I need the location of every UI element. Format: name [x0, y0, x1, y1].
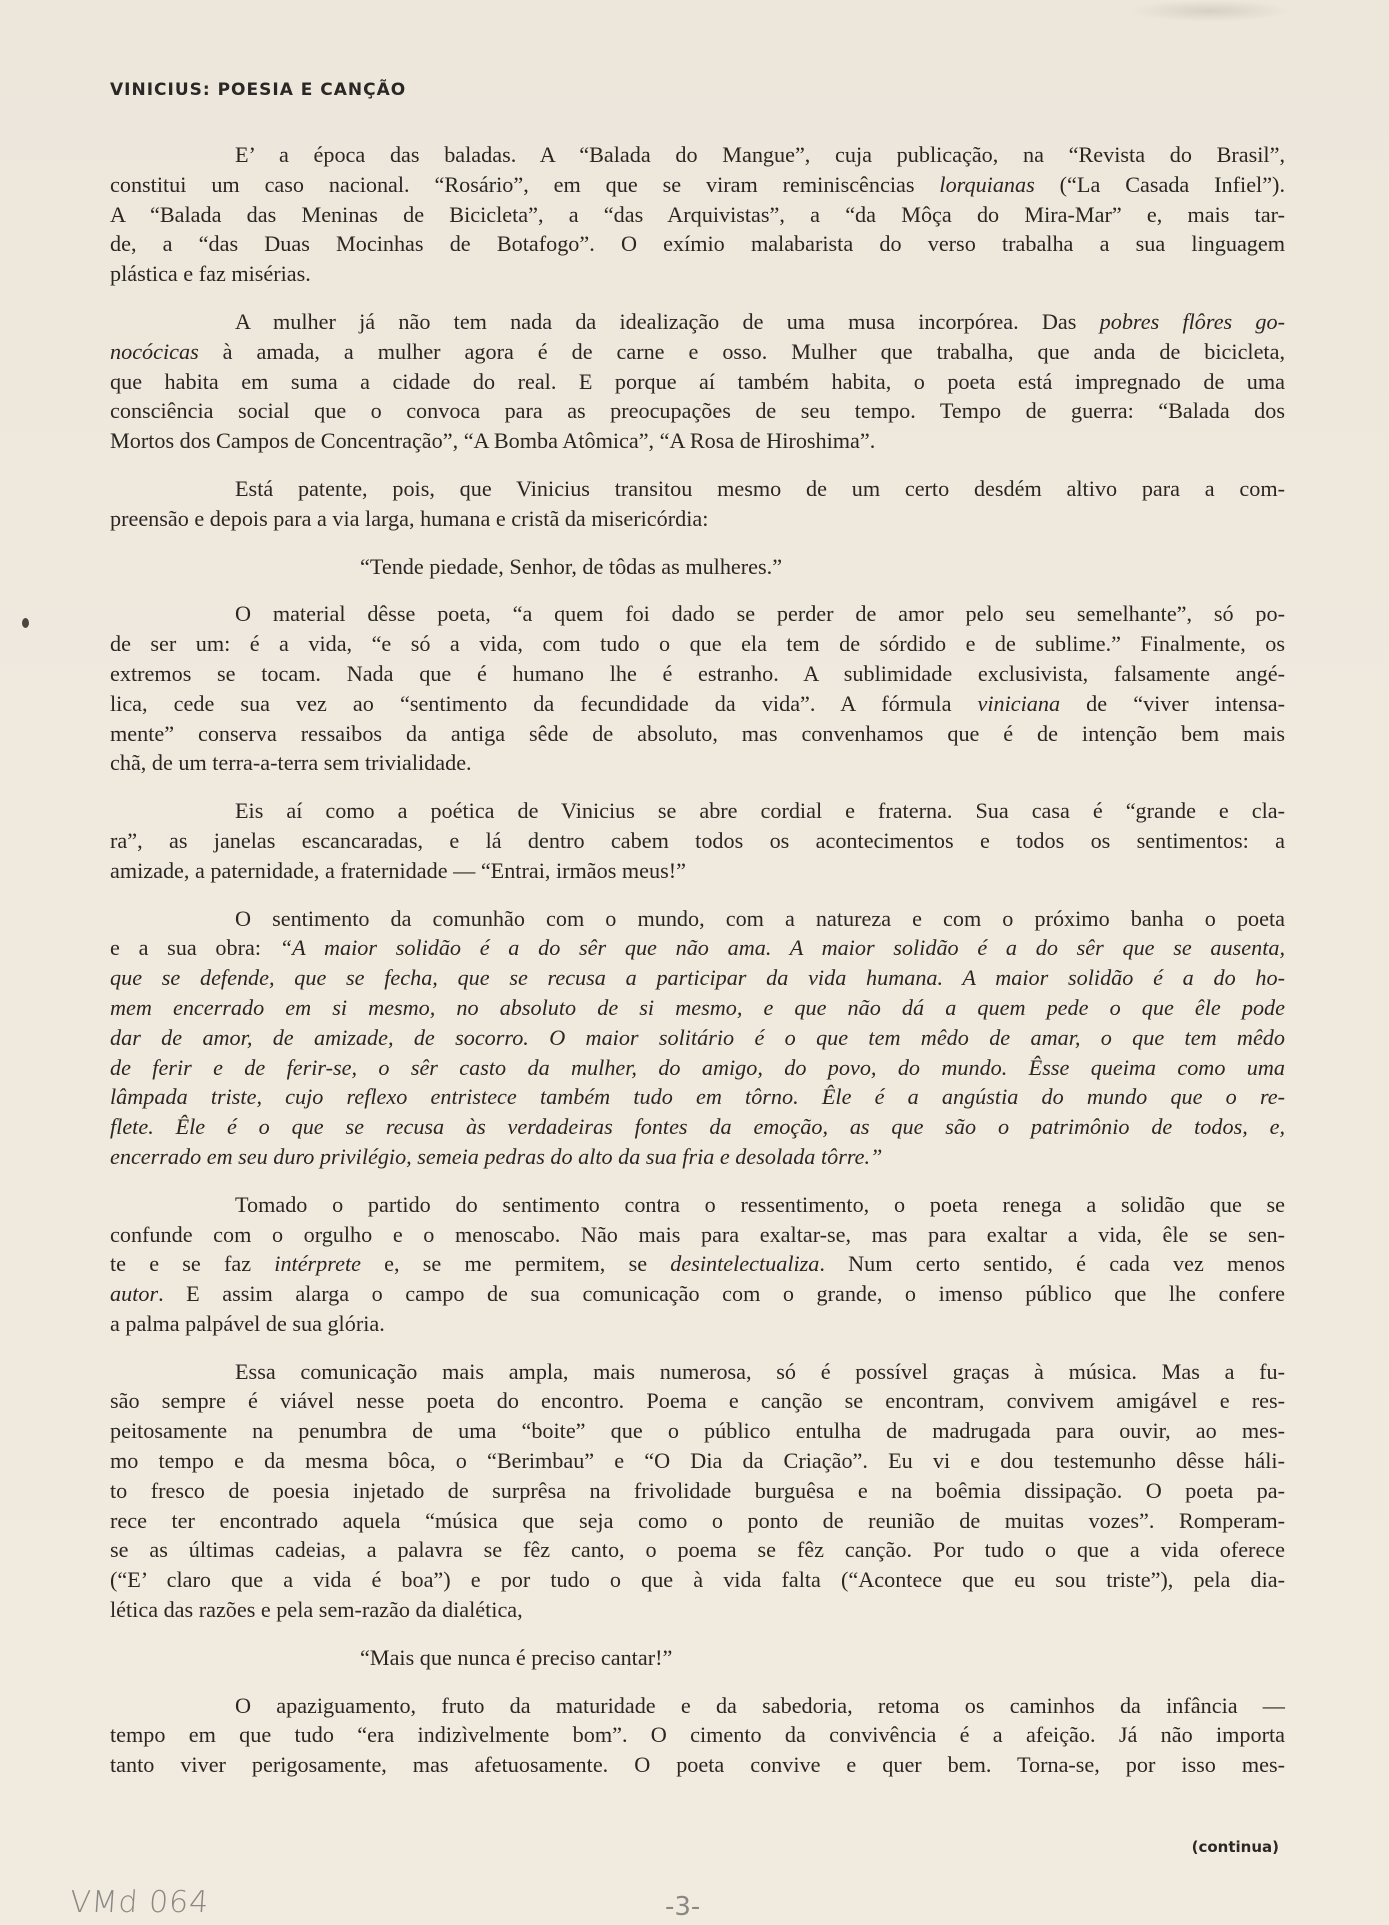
paragraph: [110, 904, 1285, 1172]
text-line: [110, 200, 1285, 230]
text-run: à amada, a mulher agora é de carne e osso. Mulher que trabalha, que anda de bicicleta,: [198, 338, 1285, 364]
text-run: a palma palpável de sua glória.: [110, 1310, 385, 1336]
text-run: consciência social que o convoca para as preocupações de seu tempo. Tempo de guerra: “Balada dos: [110, 398, 1285, 424]
text-run: lica, cede sua vez ao “sentimento da fecundidade da vida”. A fórmula: [110, 690, 978, 716]
text-line: [110, 1691, 1285, 1721]
text-line: [110, 1565, 1285, 1595]
text-line: [110, 1082, 1285, 1112]
text-run: peitosamente na penumbra de uma “boite” que o público entulha de madrugada para ouvir, ao mes-: [110, 1418, 1285, 1444]
text-line: [110, 933, 1285, 963]
text-run: confunde com o orgulho e o menoscabo. Não mais para exaltar-se, mas para exaltar a vida, êle se sen-: [110, 1221, 1285, 1247]
text-run: são sempre é viável nesse poeta do encontro. Poema e canção se encontram, convivem amigável e res-: [110, 1388, 1285, 1414]
text-run: O sentimento da comunhão com o mundo, com a natureza e com o próximo banha o poeta: [235, 905, 1285, 931]
paragraph: [110, 1691, 1285, 1780]
text-line: [110, 1142, 1285, 1172]
text-run: se as últimas cadeias, a palavra se fêz canto, o poema se fêz canção. Por tudo o que a vida oferece: [110, 1537, 1285, 1563]
text-line: [110, 599, 1285, 629]
italic-text: de ferir e de ferir-se, o sêr casto da mulher, do amigo, do povo, do mundo. Êsse queima como uma: [110, 1054, 1285, 1080]
text-line: [110, 1476, 1285, 1506]
italic-text: pobres flôres go-: [1099, 308, 1285, 334]
text-line: [110, 504, 1285, 534]
paragraph: [110, 140, 1285, 289]
text-line: [110, 426, 1285, 456]
handwritten-archive-code: VMd 064: [68, 1885, 211, 1920]
text-line: [110, 719, 1285, 749]
text-line: [110, 229, 1285, 259]
text-line: [110, 1446, 1285, 1476]
block-quote: “Tende piedade, Senhor, de tôdas as mulheres.”: [360, 553, 783, 579]
text-run: constitui um caso nacional. “Rosário”, em que se viram reminiscências: [110, 171, 940, 197]
text-run: preensão e depois para a via larga, humana e cristã da misericórdia:: [110, 505, 709, 531]
page-number: -3-: [665, 1892, 701, 1922]
text-run: lética das razões e pela sem-razão da dialética,: [110, 1597, 523, 1623]
italic-text: mem encerrado em si mesmo, no absoluto de si mesmo, e que não dá a quem pede o que êle pode: [110, 994, 1285, 1020]
text-run: Eis aí como a poética de Vinicius se abre cordial e fraterna. Sua casa é “grande e cla-: [235, 798, 1285, 824]
paper-smudge: [1130, 0, 1290, 22]
italic-text: autor: [110, 1281, 159, 1307]
text-run: to fresco de poesia injetado de surprêsa na frivolidade burguêsa e na boêmia dissipação. O poeta pa-: [110, 1477, 1285, 1503]
text-line: [110, 170, 1285, 200]
italic-text: intérprete: [274, 1251, 361, 1277]
text-run: E’ a época das baladas. A “Balada do Mangue”, cuja publicação, na “Revista do Brasil”,: [235, 142, 1285, 167]
text-line: [110, 748, 1285, 778]
running-header: VINICIUS: POESIA E CANÇÃO: [110, 80, 407, 100]
text-line: [110, 1279, 1285, 1309]
text-line: [110, 1357, 1285, 1387]
text-run: de, a “das Duas Mocinhas de Botafogo”. O exímio malabarista do verso trabalha a sua linguagem: [110, 231, 1285, 257]
text-run: . E assim alarga o campo de sua comunicação com o grande, o imenso público que lhe confere: [158, 1281, 1285, 1307]
text-line: [110, 1309, 1285, 1339]
text-run: Essa comunicação mais ampla, mais numerosa, só é possível graças à música. Mas a fu-: [235, 1358, 1285, 1384]
continued-note: (continua): [1191, 1838, 1279, 1856]
italic-text: nocócicas: [110, 338, 199, 364]
text-line: [110, 629, 1285, 659]
text-run: extremos se tocam. Nada que é humano lhe é estranho. A sublimidade exclusivista, falsamente angé-: [110, 660, 1285, 686]
text-run: que habita em suma a cidade do real. E porque aí também habita, o poeta está impregnado de uma: [110, 368, 1285, 394]
text-line: [110, 1720, 1285, 1750]
italic-text: lorquianas: [939, 171, 1035, 197]
article-body: [110, 140, 1285, 1798]
text-run: O material dêsse poeta, “a quem foi dado se perder de amor pelo seu semelhante”, só po-: [235, 601, 1285, 627]
italic-text: flete. Êle é o que se recusa às verdadeiras fontes da emoção, as que são o patrimônio de todos, e,: [110, 1114, 1285, 1140]
text-run: chã, de um terra-a-terra sem trivialidade.: [110, 750, 472, 776]
text-line: [110, 1750, 1285, 1780]
italic-text: desintelectualiza: [670, 1251, 820, 1277]
text-line: [110, 1220, 1285, 1250]
text-line: [110, 307, 1285, 337]
text-run: plástica e faz misérias.: [110, 261, 311, 287]
text-line: [110, 1595, 1285, 1625]
italic-text: dar de amor, de amizade, de socorro. O maior solitário é o que tem mêdo de amar, o que tem mêdo: [110, 1024, 1285, 1050]
text-run: mente” conserva ressaibos da antiga sêde de absoluto, mas convenhamos que é de intenção bem mais: [110, 720, 1285, 746]
text-line: [110, 1249, 1285, 1279]
text-run: . Num certo sentido, é cada vez menos: [819, 1251, 1285, 1277]
italic-text: “A maior solidão é a do sêr que não ama. A maior solidão é a do sêr que se ausenta,: [279, 935, 1285, 961]
paragraph: [110, 474, 1285, 534]
paragraph: [110, 796, 1285, 885]
text-line: [110, 659, 1285, 689]
text-run: mo tempo e da mesma bôca, o “Berimbau” e “O Dia da Criação”. Eu vi e dou testemunho dêsse háli-: [110, 1448, 1285, 1474]
text-line: [110, 826, 1285, 856]
text-line: [110, 993, 1285, 1023]
text-run: A mulher já não tem nada da idealização de uma musa incorpórea. Das: [235, 308, 1100, 334]
text-run: tanto viver perigosamente, mas afetuosamente. O poeta convive e quer bem. Torna-se, por isso mes-: [110, 1752, 1285, 1778]
text-line: [110, 1535, 1285, 1565]
italic-text: que se defende, que se fecha, que se recusa a participar da vida humana. A maior solidão é a do ho-: [110, 965, 1285, 991]
text-run: O apaziguamento, fruto da maturidade e da sabedoria, retoma os caminhos da infância —: [235, 1692, 1285, 1718]
text-run: ra”, as janelas escancaradas, e lá dentro cabem todos os acontecimentos e todos os sentimentos: a: [110, 827, 1285, 853]
paragraph: [110, 1357, 1285, 1625]
text-line: [110, 963, 1285, 993]
text-line: [110, 689, 1285, 719]
text-run: (“La Casada Infiel”).: [1034, 171, 1285, 197]
text-line: [110, 367, 1285, 397]
text-line: [110, 1416, 1285, 1446]
ink-dot-mark: [22, 618, 29, 628]
text-run: A “Balada das Meninas de Bicicleta”, a “das Arquivistas”, a “da Môça do Mira-Mar” e, mais tar-: [110, 201, 1285, 227]
block-quote: “Mais que nunca é preciso cantar!”: [360, 1644, 673, 1670]
text-line: [110, 1386, 1285, 1416]
text-run: te e se faz: [110, 1251, 275, 1277]
italic-text: viniciana: [977, 690, 1061, 716]
text-run: Tomado o partido do sentimento contra o ressentimento, o poeta renega a solidão que se: [235, 1191, 1285, 1217]
text-run: de ser um: é a vida, “e só a vida, com tudo o que ela tem de sórdido e de sublime.” Finalmente, os: [110, 631, 1285, 657]
text-run: e a sua obra:: [110, 935, 280, 961]
italic-text: encerrado em seu duro privilégio, semeia pedras do alto da sua fria e desolada tôrre.”: [110, 1143, 883, 1169]
text-run: (“E’ claro que a vida é boa”) e por tudo o que à vida falta (“Acontece que eu sou triste”), pela dia-: [110, 1567, 1285, 1593]
text-line: [110, 474, 1285, 504]
text-run: Mortos dos Campos de Concentração”, “A Bomba Atômica”, “A Rosa de Hiroshima”.: [110, 428, 876, 454]
paragraph: [110, 599, 1285, 778]
text-line: [110, 796, 1285, 826]
text-line: [110, 337, 1285, 367]
italic-text: lâmpada triste, cujo reflexo entristece também tudo em tôrno. Êle é a angústia do mundo que o re-: [110, 1084, 1285, 1110]
text-run: tempo em que tudo “era indizìvelmente bom”. O cimento da convivência é a afeição. Já não importa: [110, 1722, 1285, 1748]
text-line: [110, 1112, 1285, 1142]
text-line: [110, 1506, 1285, 1536]
text-line: [110, 904, 1285, 934]
text-line: [110, 140, 1285, 170]
text-line: [110, 259, 1285, 289]
paragraph: [110, 1190, 1285, 1339]
text-run: amizade, a paternidade, a fraternidade — “Entrai, irmãos meus!”: [110, 857, 686, 883]
text-line: [110, 1190, 1285, 1220]
text-line: [110, 856, 1285, 886]
text-run: Está patente, pois, que Vinicius transitou mesmo de um certo desdém altivo para a com-: [235, 475, 1285, 501]
text-line: [110, 396, 1285, 426]
paragraph: [110, 307, 1285, 456]
text-run: de “viver intensa-: [1060, 690, 1285, 716]
text-run: rece ter encontrado aquela “música que seja como o ponto de reunião de muitas vozes”. Romperam-: [110, 1507, 1285, 1533]
text-line: [110, 1023, 1285, 1053]
text-run: e, se me permitem, se: [360, 1251, 671, 1277]
text-line: [110, 1053, 1285, 1083]
